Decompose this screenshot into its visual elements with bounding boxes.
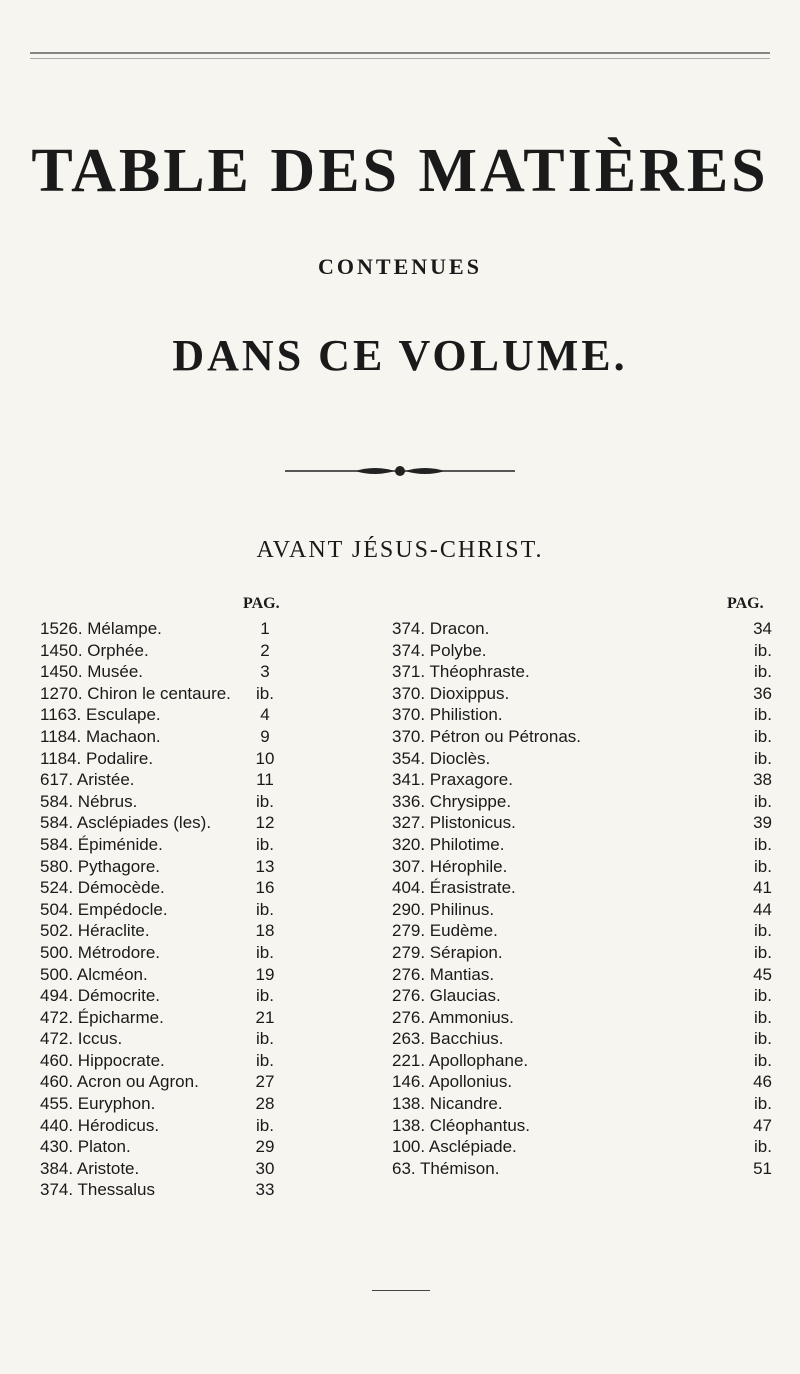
toc-entry: 502. Héraclite. (40, 921, 150, 941)
toc-entry: 472. Iccus. (40, 1029, 123, 1049)
toc-page: ib. (256, 899, 274, 919)
toc-entry: 341. Praxagore. (392, 770, 513, 790)
toc-page: 13 (255, 856, 275, 876)
toc-page: 39 (753, 813, 772, 833)
toc-page: 46 (753, 1072, 772, 1092)
toc-page: 38 (753, 770, 772, 790)
toc-row (40, 877, 280, 899)
toc-entry: 1270. Chiron le centaure. (40, 683, 231, 703)
toc-page: ib. (754, 921, 772, 941)
toc-row (392, 640, 772, 662)
toc-entry: 584. Épiménide. (40, 834, 163, 854)
toc-row (392, 899, 772, 921)
toc-page: ib. (256, 1115, 274, 1135)
toc-row (40, 942, 280, 964)
toc-page: 29 (255, 1137, 275, 1157)
toc-page: ib. (754, 856, 772, 876)
toc-entry: 221. Apollophane. (392, 1050, 529, 1070)
toc-row (40, 899, 280, 921)
toc-page: 16 (255, 878, 275, 898)
toc-page: 30 (255, 1158, 275, 1178)
toc-row (40, 1158, 280, 1180)
toc-entry: 370. Pétron ou Pétronas. (392, 726, 582, 746)
toc-entry: 460. Acron ou Agron. (40, 1072, 199, 1092)
toc-row (392, 791, 772, 813)
toc-entry: 472. Épicharme. (40, 1007, 164, 1027)
toc-row (392, 618, 772, 640)
toc-page: 47 (753, 1115, 772, 1135)
left-column (40, 618, 280, 1201)
toc-row (392, 769, 772, 791)
toc-row (392, 1028, 772, 1050)
toc-row (40, 964, 280, 986)
toc-page: 34 (753, 619, 772, 638)
toc-row (392, 1071, 772, 1093)
toc-entry: 100. Asclépiade. (392, 1137, 517, 1157)
toc-entry: 580. Pythagore. (40, 856, 161, 876)
toc-page: 27 (255, 1072, 275, 1092)
toc-row (40, 704, 280, 726)
toc-row (392, 1158, 772, 1180)
toc-entry: 374. Polybe. (392, 640, 487, 660)
toc-entry: 584. Asclépiades (les). (40, 813, 212, 833)
toc-entry: 374. Thessalus (40, 1180, 155, 1200)
toc-entry: 524. Démocède. (40, 878, 165, 898)
toc-entry: 430. Platon. (40, 1137, 131, 1157)
subtitle-contenues: CONTENUES (318, 254, 482, 279)
toc-row (392, 964, 772, 986)
toc-page: 4 (260, 705, 270, 725)
ornament-divider (285, 465, 515, 477)
toc-entry: 370. Dioxippus. (392, 683, 510, 703)
toc-page: 18 (255, 921, 275, 941)
toc-row (40, 1050, 280, 1072)
toc-entry: 1163. Esculape. (40, 705, 161, 725)
toc-page: ib. (754, 726, 772, 746)
toc-page: ib. (754, 662, 772, 682)
toc-page: ib. (754, 640, 772, 660)
toc-page: ib. (754, 1137, 772, 1157)
toc-entry: 440. Hérodicus. (40, 1115, 160, 1135)
toc-page: 2 (260, 640, 270, 660)
toc-page: ib. (256, 986, 274, 1006)
toc-entry: 138. Nicandre. (392, 1094, 503, 1114)
toc-page: 3 (260, 662, 270, 682)
toc-row (40, 1007, 280, 1029)
toc-entry: 276. Mantias. (392, 964, 495, 984)
pag-label-left: PAG. (243, 595, 280, 612)
toc-row (40, 640, 280, 662)
toc-row (392, 877, 772, 899)
toc-row (392, 1050, 772, 1072)
toc-entry: 146. Apollonius. (392, 1072, 513, 1092)
toc-entry: 404. Érasistrate. (392, 878, 516, 898)
toc-entry: 276. Glaucias. (392, 986, 501, 1006)
toc-entry: 370. Philistion. (392, 705, 503, 725)
toc-page: ib. (256, 683, 274, 703)
toc-page: 12 (255, 813, 275, 833)
toc-page: ib. (256, 942, 274, 962)
toc-row (392, 985, 772, 1007)
toc-row (40, 812, 280, 834)
toc-entry: 374. Dracon. (392, 619, 490, 638)
toc-page: ib. (754, 942, 772, 962)
toc-row (392, 856, 772, 878)
toc-page: ib. (256, 791, 274, 811)
toc-page: ib. (754, 834, 772, 854)
section-heading: AVANT JÉSUS-CHRIST. (256, 537, 544, 563)
toc-row (392, 704, 772, 726)
toc-row (40, 769, 280, 791)
toc-row (40, 834, 280, 856)
toc-row (40, 661, 280, 683)
toc-entry: 500. Alcméon. (40, 964, 148, 984)
top-rule-thin (30, 58, 770, 59)
toc-entry: 138. Cléophantus. (392, 1115, 530, 1135)
toc-row (40, 920, 280, 942)
toc-entry: 617. Aristée. (40, 770, 135, 790)
toc-row (40, 1179, 280, 1201)
toc-page: ib. (754, 1050, 772, 1070)
toc-page: 41 (753, 878, 772, 898)
toc-page: 10 (255, 748, 275, 768)
toc-row (392, 942, 772, 964)
toc-page: 11 (256, 770, 274, 790)
toc-row (392, 683, 772, 705)
toc-row (392, 1093, 772, 1115)
toc-row (40, 748, 280, 770)
toc-page: 44 (753, 899, 772, 919)
toc-row (392, 1115, 772, 1137)
subtitle-volume: DANS CE VOLUME. (172, 331, 628, 380)
toc-entry: 384. Aristote. (40, 1158, 140, 1178)
toc-entry: 279. Sérapion. (392, 942, 503, 962)
toc-row (40, 1093, 280, 1115)
pag-label-right: PAG. (727, 595, 764, 612)
toc-row (40, 618, 280, 640)
toc-entry: 263. Bacchius. (392, 1029, 504, 1049)
toc-entry: 371. Théophraste. (392, 662, 530, 682)
page-title: TABLE DES MATIÈRES (31, 137, 769, 205)
toc-row (392, 661, 772, 683)
toc-entry: 307. Hérophile. (392, 856, 508, 876)
toc-page: ib. (754, 748, 772, 768)
toc-entry: 1184. Podalire. (40, 748, 154, 768)
toc-page: ib. (754, 705, 772, 725)
toc-row (40, 856, 280, 878)
toc-entry: 460. Hippocrate. (40, 1050, 165, 1070)
toc-entry: 494. Démocrite. (40, 986, 160, 1006)
toc-row (40, 1115, 280, 1137)
toc-page: 9 (260, 726, 270, 746)
toc-row (392, 1007, 772, 1029)
toc-page: ib. (754, 1029, 772, 1049)
toc-page: 1 (260, 619, 270, 638)
toc-row (392, 920, 772, 942)
toc-entry: 327. Plistonicus. (392, 813, 516, 833)
toc-entry: 1450. Orphée. (40, 640, 149, 660)
toc-page: ib. (256, 1029, 274, 1049)
toc-row (392, 1136, 772, 1158)
toc-row (392, 812, 772, 834)
toc-page: 21 (255, 1007, 275, 1027)
toc-page: 36 (753, 683, 772, 703)
toc-page: ib. (754, 791, 772, 811)
right-column (392, 618, 772, 1179)
bottom-rule (372, 1290, 430, 1291)
toc-entry: 1526. Mélampe. (40, 619, 162, 638)
toc-page: 51 (753, 1158, 772, 1178)
top-rule (30, 52, 770, 54)
toc-entry: 279. Eudème. (392, 921, 498, 941)
toc-row (40, 1136, 280, 1158)
toc-entry: 1184. Machaon. (40, 726, 161, 746)
toc-entry: 455. Euryphon. (40, 1094, 156, 1114)
toc-entry: 290. Philinus. (392, 899, 495, 919)
toc-page: 45 (753, 964, 772, 984)
toc-row (40, 791, 280, 813)
toc-entry: 63. Thémison. (392, 1158, 500, 1178)
toc-page: ib. (754, 1007, 772, 1027)
toc-row (40, 683, 280, 705)
toc-page: 19 (255, 964, 275, 984)
toc-entry: 320. Philotime. (392, 834, 505, 854)
toc-page: ib. (754, 986, 772, 1006)
toc-entry: 354. Dioclès. (392, 748, 491, 768)
toc-page: ib. (754, 1094, 772, 1114)
toc-entry: 500. Métrodore. (40, 942, 161, 962)
toc-page: ib. (256, 834, 274, 854)
toc-entry: 584. Nébrus. (40, 791, 138, 811)
toc-page: 33 (255, 1180, 275, 1200)
toc-page: ib. (256, 1050, 274, 1070)
toc-row (40, 1028, 280, 1050)
toc-row (40, 1071, 280, 1093)
toc-entry: 1450. Musée. (40, 662, 144, 682)
toc-page: 28 (255, 1094, 275, 1114)
toc-row (40, 985, 280, 1007)
toc-row (392, 834, 772, 856)
toc-row (40, 726, 280, 748)
toc-row (392, 748, 772, 770)
toc-entry: 336. Chrysippe. (392, 791, 512, 811)
toc-entry: 504. Empédocle. (40, 899, 168, 919)
toc-entry: 276. Ammonius. (392, 1007, 514, 1027)
toc-row (392, 726, 772, 748)
